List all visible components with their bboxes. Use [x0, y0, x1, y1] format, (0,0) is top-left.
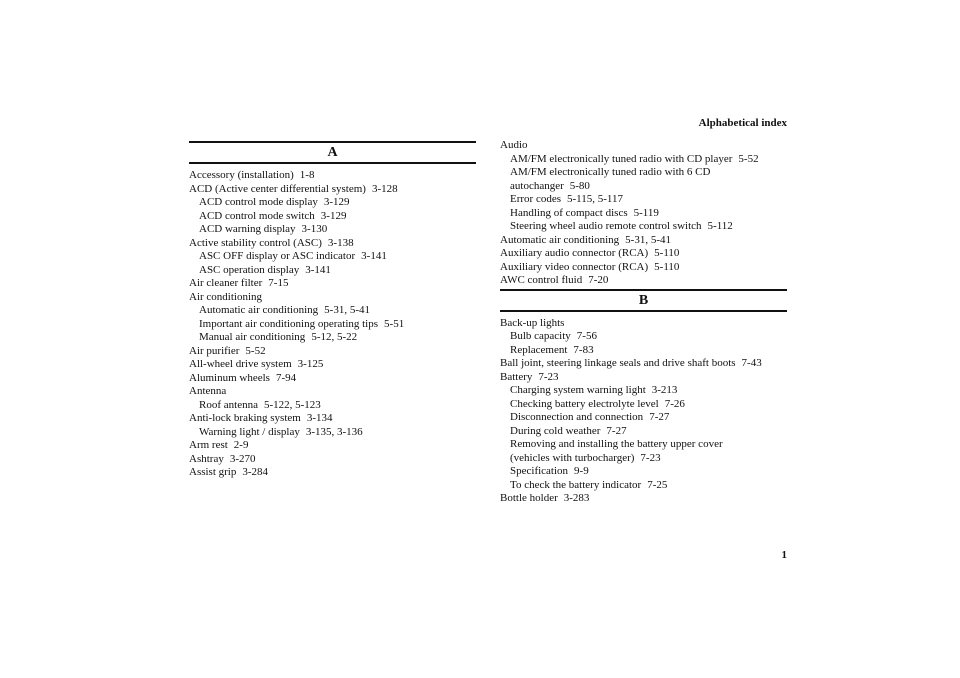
index-subentry: [189, 331, 476, 345]
index-entry: [189, 169, 476, 183]
entry-text: ACD control mode display: [199, 196, 318, 208]
entry-page-ref: 5-51: [384, 317, 405, 330]
index-subentry: [500, 465, 787, 479]
entry-page-ref: 5-122, 5-123: [263, 398, 321, 411]
index-entry: [500, 261, 787, 275]
entry-text: Manual air conditioning: [199, 331, 306, 343]
entry-page-ref: 5-110: [654, 247, 680, 259]
index-subentry: [500, 153, 787, 167]
entry-page-ref: 7-27: [606, 424, 627, 437]
index-subentry: [500, 398, 787, 412]
entry-text: Air conditioning: [189, 290, 263, 303]
entry-page-ref: 3-128: [371, 182, 398, 195]
index-subentry: [500, 425, 787, 439]
entry-page-ref: 5-52: [738, 152, 759, 165]
entry-text: Arm rest: [189, 439, 228, 451]
index-subentry: [500, 180, 787, 194]
entry-page-ref: 7-23: [640, 451, 661, 464]
index-subentry: [500, 207, 787, 221]
index-entry: [189, 466, 476, 480]
entry-page-ref: 3-213: [651, 384, 678, 396]
entry-page-ref: 7-83: [573, 343, 594, 356]
entry-text: (vehicles with turbocharger): [510, 451, 635, 464]
entry-text: Air cleaner filter: [189, 277, 263, 289]
index-list-a: [189, 169, 476, 480]
entry-page-ref: 7-26: [664, 397, 685, 410]
index-subentry: [500, 220, 787, 234]
entry-page-ref: 7-27: [649, 411, 670, 423]
entry-page-ref: 3-135, 3-136: [305, 425, 363, 438]
section-heading-b: B: [500, 289, 787, 312]
index-entry: [189, 439, 476, 453]
entry-text: Replacement: [510, 343, 568, 356]
index-entry: [500, 492, 787, 506]
index-subentry: [189, 210, 476, 224]
entry-text: Warning light / display: [199, 425, 300, 438]
entry-page-ref: 5-31, 5-41: [324, 304, 370, 316]
entry-page-ref: 9-9: [574, 465, 589, 477]
entry-text: Important air conditioning operating tips: [199, 317, 379, 330]
entry-text: AM/FM electronically tuned radio with CD player: [510, 152, 733, 165]
entry-page-ref: 5-80: [569, 179, 590, 192]
index-entry: [500, 247, 787, 261]
index-subentry: [500, 384, 787, 398]
index-list-a-continued: [500, 139, 787, 288]
entry-page-ref: 7-56: [576, 330, 597, 342]
index-entry: [500, 371, 787, 385]
entry-text: Specification: [510, 465, 569, 477]
entry-text: During cold weather: [510, 424, 601, 437]
page-number: 1: [781, 549, 787, 561]
entry-text: Battery: [500, 370, 533, 383]
entry-page-ref: 2-9: [233, 439, 249, 451]
index-entry: [189, 385, 476, 399]
entry-page-ref: 3-125: [297, 358, 324, 370]
index-subentry: [500, 452, 787, 466]
entry-page-ref: 3-284: [242, 466, 269, 478]
index-entry: [189, 372, 476, 386]
index-entry: [500, 234, 787, 248]
entry-text: AWC control fluid: [500, 274, 583, 286]
entry-text: Audio: [500, 139, 528, 151]
index-entry: [189, 453, 476, 467]
entry-text: Automatic air conditioning: [500, 233, 620, 246]
section-heading-a: A: [189, 141, 476, 164]
index-subentry: [500, 411, 787, 425]
running-header: Alphabetical index: [698, 117, 787, 129]
entry-page-ref: 5-115, 5-117: [567, 193, 624, 205]
entry-page-ref: 7-94: [275, 371, 297, 384]
entry-text: autochanger: [510, 179, 564, 192]
index-subentry: [189, 426, 476, 440]
entry-page-ref: 3-283: [563, 492, 590, 504]
entry-page-ref: 5-12, 5-22: [311, 331, 358, 343]
index-entry: [189, 183, 476, 197]
entry-text: Disconnection and connection: [510, 411, 644, 423]
entry-text: Checking battery electrolyte level: [510, 397, 659, 410]
index-subentry: [189, 304, 476, 318]
entry-text: Assist grip: [189, 466, 237, 478]
index-entry: [189, 412, 476, 426]
index-column-left: [189, 139, 476, 480]
index-subentry: [500, 193, 787, 207]
entry-text: ACD (Active center differential system): [189, 182, 366, 195]
entry-page-ref: 3-141: [305, 263, 331, 276]
entry-page-ref: 7-25: [647, 478, 668, 491]
index-subentry: [189, 196, 476, 210]
entry-text: Roof antenna: [199, 398, 258, 411]
entry-text: AM/FM electronically tuned radio with 6 CD: [510, 166, 711, 178]
entry-text: Back-up lights: [500, 316, 565, 329]
entry-text: ASC OFF display or ASC indicator: [199, 250, 356, 262]
index-subentry: [500, 479, 787, 493]
entry-text: Ball joint, steering linkage seals and drive shaft boots: [500, 357, 736, 369]
entry-text: Active stability control (ASC): [189, 236, 322, 249]
entry-text: Bulb capacity: [510, 330, 571, 342]
entry-text: Air purifier: [189, 344, 240, 357]
index-entry: [500, 274, 787, 288]
index-entry: [500, 317, 787, 331]
entry-page-ref: 7-15: [268, 277, 289, 289]
index-subentry: [189, 318, 476, 332]
entry-page-ref: 1-8: [299, 169, 315, 181]
index-column-right: [500, 139, 787, 506]
entry-text: Auxiliary video connector (RCA): [500, 260, 649, 273]
index-subentry: [500, 330, 787, 344]
entry-text: Aluminum wheels: [189, 371, 270, 384]
entry-page-ref: 7-43: [741, 357, 762, 369]
entry-page-ref: 7-20: [588, 274, 609, 286]
index-subentry: [500, 344, 787, 358]
entry-page-ref: 5-52: [245, 344, 266, 357]
entry-page-ref: 3-129: [320, 209, 347, 222]
entry-text: Anti-lock braking system: [189, 412, 301, 424]
entry-text: Antenna: [189, 385, 227, 397]
entry-page-ref: 7-23: [538, 370, 559, 383]
index-entry: [189, 291, 476, 305]
index-entry: [189, 358, 476, 372]
entry-page-ref: 3-138: [327, 236, 354, 249]
entry-text: All-wheel drive system: [189, 358, 292, 370]
entry-text: Handling of compact discs: [510, 206, 628, 219]
entry-page-ref: 5-31, 5-41: [625, 233, 671, 246]
entry-text: ACD control mode switch: [199, 209, 315, 222]
index-entry: [189, 345, 476, 359]
index-subentry: [189, 250, 476, 264]
entry-text: Charging system warning light: [510, 384, 646, 396]
entry-page-ref: 5-112: [707, 220, 733, 232]
entry-page-ref: 3-129: [323, 196, 350, 208]
entry-text: ACD warning display: [199, 223, 296, 235]
index-subentry: [189, 399, 476, 413]
index-subentry: [500, 438, 787, 452]
index-entry: [500, 357, 787, 371]
entry-text: Removing and installing the battery upper cover: [510, 438, 723, 450]
entry-text: Ashtray: [189, 452, 224, 465]
entry-page-ref: 5-119: [633, 206, 659, 219]
entry-page-ref: 3-130: [301, 223, 328, 235]
entry-text: Auxiliary audio connector (RCA): [500, 247, 649, 259]
entry-page-ref: 5-110: [654, 260, 680, 273]
entry-text: Accessory (installation): [189, 169, 294, 181]
index-subentry: [500, 166, 787, 180]
entry-text: To check the battery indicator: [510, 478, 642, 491]
index-subentry: [189, 223, 476, 237]
entry-page-ref: 3-134: [306, 412, 333, 424]
entry-text: Steering wheel audio remote control switch: [510, 220, 702, 232]
index-list-b: [500, 317, 787, 506]
entry-page-ref: 3-141: [361, 250, 387, 262]
entry-page-ref: 3-270: [229, 452, 256, 465]
entry-text: Bottle holder: [500, 492, 558, 504]
index-entry: [189, 237, 476, 251]
index-entry: [189, 277, 476, 291]
index-entry: [500, 139, 787, 153]
entry-text: Automatic air conditioning: [199, 304, 319, 316]
index-subentry: [189, 264, 476, 278]
entry-text: Error codes: [510, 193, 562, 205]
entry-text: ASC operation display: [199, 263, 300, 276]
